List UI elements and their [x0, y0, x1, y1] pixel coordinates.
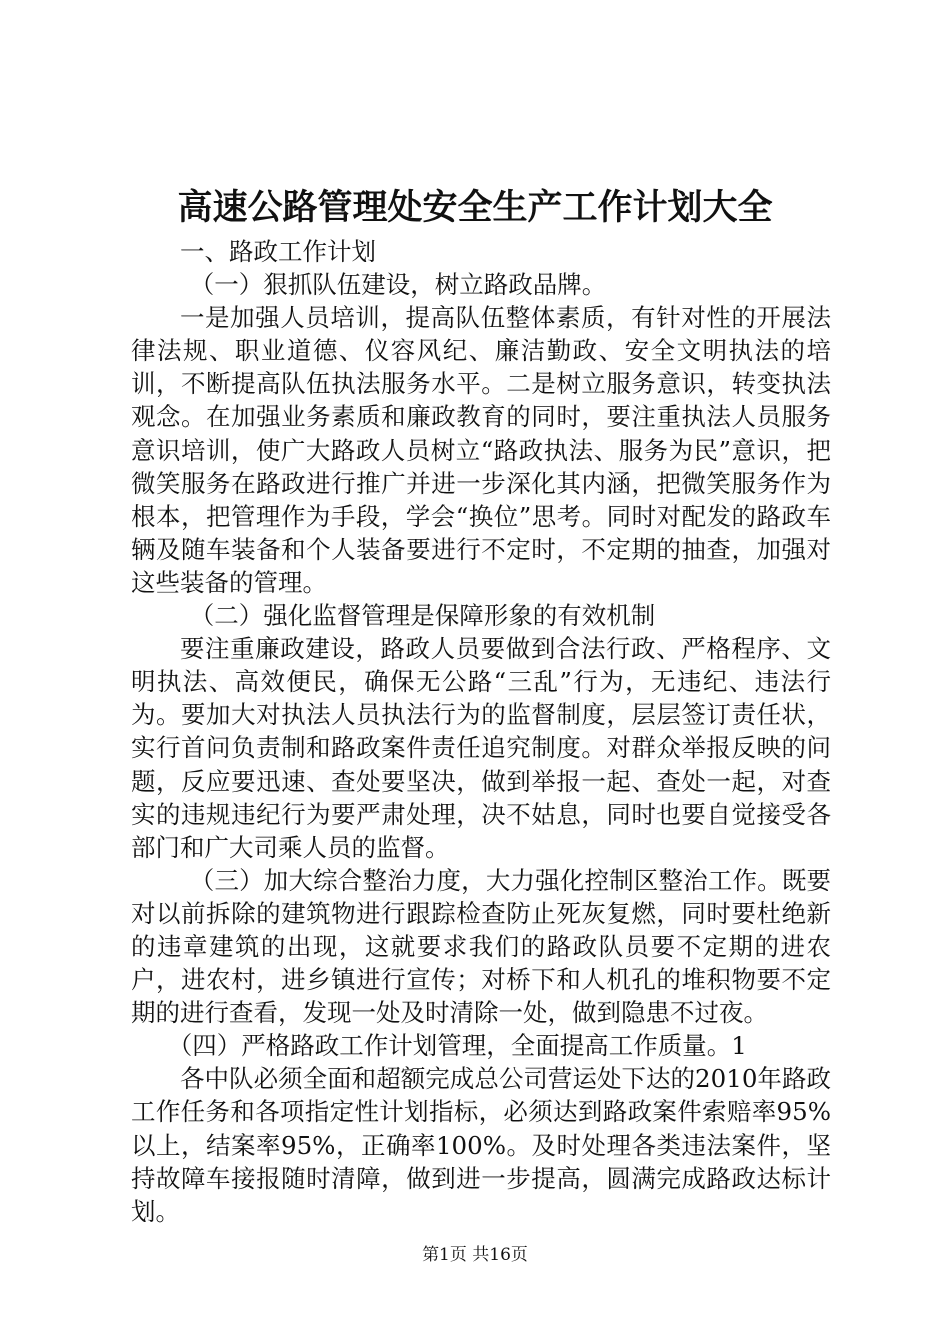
section-heading: 一、路政工作计划	[180, 237, 376, 266]
subsection-heading: （一）狠抓队伍建设，树立路政品牌。	[189, 270, 607, 300]
page-footer: 第1页 共16页	[422, 1245, 528, 1265]
document-body	[131, 235, 831, 1228]
subsection-heading: （四）严格路政工作计划管理，全面提高工作质量。1	[167, 1031, 747, 1061]
paragraph: 一是加强人员培训，提高队伍整体素质，有针对性的开展法律法规、职业道德、仪容风纪、廉洁勤政、安全文明执法的培训，不断提高队伍执法服务水平。二是树立服务意识，转变执法观念。在加强业务素质和廉政教育的同时，要注重执法人员服务意识培训，使广大路政人员树立“路政执法、服务为民”意识，把微笑服务在路政进行推广并进一步深化其内涵，把微笑服务作为根本，把管理作为手段，学会“换位”思考。同时对配发的路政车辆及随车装备和个人装备要进行不定时，不定期的抽查，加强对这些装备的管理。	[131, 303, 831, 597]
document-title: 高速公路管理处安全生产工作计划大全	[177, 187, 773, 228]
paragraph: （三）加大综合整治力度，大力强化控制区整治工作。既要对以前拆除的建筑物进行跟踪检查防止死灰复燃，同时要杜绝新的违章建筑的出现，这就要求我们的路政队员要不定期的进农户，进农村，进乡镇进行宣传；对桥下和人机孔的堆积物要不定期的进行查看，发现一处及时清除一处，做到隐患不过夜。	[131, 865, 831, 1028]
paragraph: 各中队必须全面和超额完成总公司营运处下达的2010年路政工作任务和各项指定性计划指标，必须达到路政案件索赔率95%以上，结案率95%，正确率100%。及时处理各类违法案件，坚持故障车接报随时清障，做到进一步提高，圆满完成路政达标计划。	[131, 1064, 831, 1226]
subsection-heading: （二）强化监督管理是保障形象的有效机制	[189, 601, 656, 631]
paragraph: 要注重廉政建设，路政人员要做到合法行政、严格程序、文明执法、高效便民，确保无公路“三乱”行为，无违纪、违法行为。要加大对执法人员执法行为的监督制度，层层签订责任状，实行首问负责制和路政案件责任追究制度。对群众举报反映的问题，反应要迅速、查处要坚决，做到举报一起、查处一起，对查实的违规违纪行为要严肃处理，决不姑息，同时也要自觉接受各部门和广大司乘人员的监督。	[131, 634, 831, 862]
